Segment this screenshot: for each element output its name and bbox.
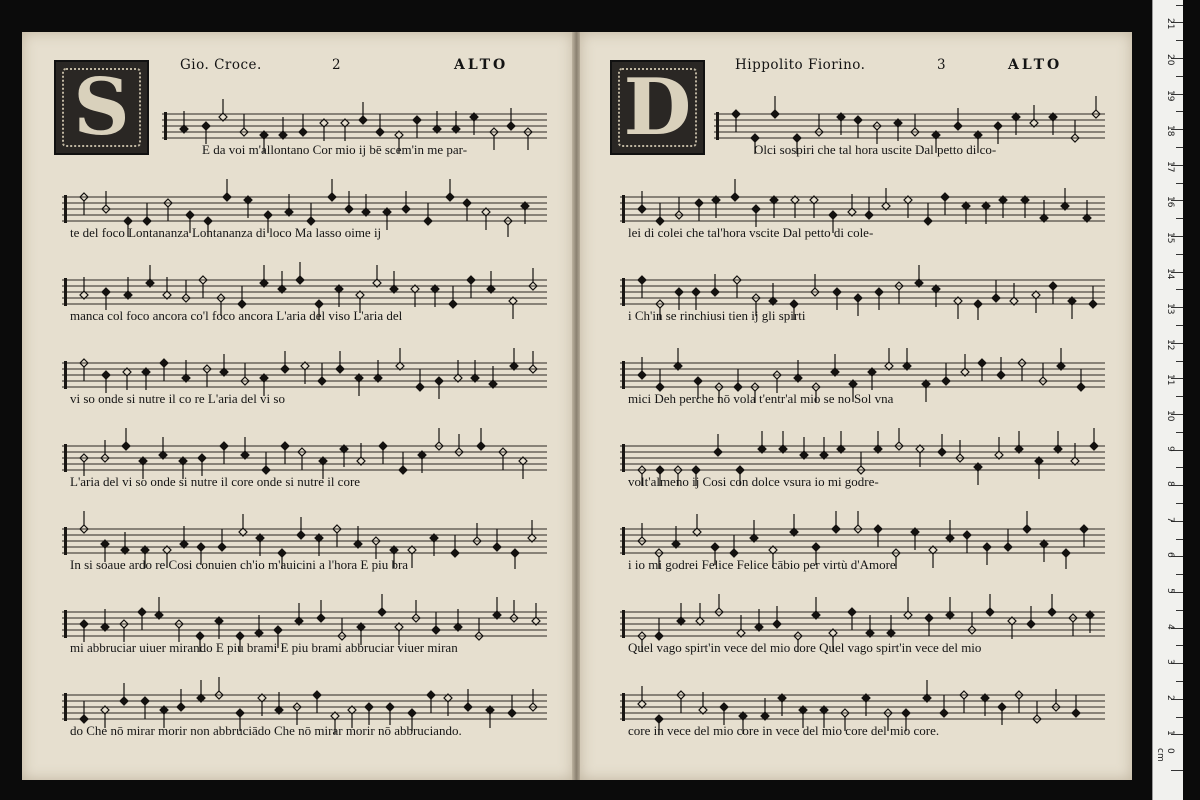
ruler-number: 14 — [1165, 267, 1175, 280]
ruler-half-tick — [1176, 5, 1183, 6]
lyric-line: i Ch'in se rinchiusi tien ij gli spirti — [628, 308, 806, 323]
lyric-line: Quel vago spirt'in vece del mio core Quel vago spirt'in vece del mio — [628, 640, 982, 655]
ruler-half-tick — [1176, 645, 1183, 646]
ruler-half-tick — [1176, 396, 1183, 397]
ruler-number: 9 — [1165, 445, 1175, 452]
ruler-number: 11 — [1165, 374, 1175, 386]
right-author: Hippolito Fiorino. — [735, 57, 866, 73]
ruler-half-tick — [1176, 183, 1183, 184]
ruler-half-tick — [1176, 610, 1183, 611]
ruler-half-tick — [1176, 218, 1183, 219]
lyric-line: In si soaue ardo re Cosi conuien ch'io m'auicini a l'hora E piu bra — [70, 557, 409, 572]
ruler-number: 6 — [1165, 552, 1175, 559]
ruler-half-tick — [1176, 76, 1183, 77]
right-page-number: 3 — [937, 57, 947, 73]
ruler-half-tick — [1176, 147, 1183, 148]
ruler-tick — [1171, 770, 1183, 771]
ruler-number: 20 — [1165, 54, 1175, 66]
lyric-line: vi so onde si nutre il co re L'aria del vi so — [70, 391, 285, 406]
ruler-half-tick — [1176, 111, 1183, 112]
ruler-half-tick — [1176, 503, 1183, 504]
left-voice-label: ALTO — [454, 57, 509, 73]
ruler-number: 3 — [1165, 659, 1175, 665]
measurement-ruler — [1152, 0, 1183, 800]
lyric-line: i io mi godrei Felice Felice cābio per virtù d'Amore — [628, 557, 896, 572]
right-initial-glyph: D — [623, 62, 692, 153]
lyric-line: te del foco Lontananza Lontananza di loco Ma lasso oime ij — [70, 225, 382, 240]
lyric-line: do Che nō mirar morir non abbruciādo Che nō mirar morir nō abbruciando. — [70, 723, 462, 738]
ruler-half-tick — [1176, 539, 1183, 540]
left-author: Gio. Croce. — [180, 57, 262, 73]
ruler-half-tick — [1176, 325, 1183, 326]
lyric-line: L'aria del vi so onde si nutre il core onde si nutre il core — [70, 474, 361, 489]
ruler-number: 21 — [1165, 18, 1175, 30]
ruler-unit-label: 0 cm — [1155, 748, 1175, 762]
lyric-line: Olci sospiri che tal hora uscite Dal petto di co- — [754, 142, 997, 157]
ruler-number: 18 — [1165, 125, 1175, 137]
ruler-number: 8 — [1165, 481, 1175, 487]
left-page-number: 2 — [332, 57, 342, 73]
ruler-number: 13 — [1165, 303, 1175, 315]
ruler-number: 16 — [1165, 196, 1175, 208]
ruler-number: 19 — [1165, 89, 1175, 102]
ruler-number: 7 — [1165, 516, 1175, 523]
lyric-line: mici Deh perche nō vola t'entr'al mio se no Sol vna — [628, 391, 894, 406]
ruler-number: 15 — [1165, 232, 1175, 244]
ruler-half-tick — [1176, 717, 1183, 718]
left-page — [22, 32, 573, 780]
ruler-half-tick — [1176, 289, 1183, 290]
ruler-half-tick — [1176, 40, 1183, 41]
ruler-number: 2 — [1165, 694, 1175, 701]
ruler-half-tick — [1176, 574, 1183, 575]
ruler-number: 4 — [1165, 623, 1175, 630]
right-voice-label: ALTO — [1008, 57, 1063, 73]
left-initial-glyph: S — [73, 62, 130, 153]
right-page — [580, 32, 1132, 780]
ruler-number: 17 — [1165, 160, 1175, 173]
lyric-line: E da voi m'allontano Cor mio ij bē scem'in me par- — [202, 142, 468, 157]
lyric-line: lei di colei che tal'hora vscite Dal petto di cole- — [628, 225, 874, 240]
ruler-half-tick — [1176, 361, 1183, 362]
lyric-line: core in vece del mio core in vece del mio core del mio core. — [628, 723, 940, 738]
ruler-number: 1 — [1165, 730, 1175, 737]
ruler-half-tick — [1176, 681, 1183, 682]
ruler-half-tick — [1176, 254, 1183, 255]
ruler-number: 10 — [1165, 410, 1175, 422]
ruler-half-tick — [1176, 467, 1183, 468]
lyric-line: manca col foco ancora co'l foco ancora L'aria del viso L'aria del — [70, 308, 403, 323]
lyric-line: mi abbruciar uiuer mirando E piu brami E piu brami abbruciar viuer miran — [70, 640, 458, 655]
lyric-line: volt'almeno ij Cosi con dolce vsura io mi godre- — [628, 474, 879, 489]
ruler-half-tick — [1176, 432, 1183, 433]
ruler-number: 5 — [1165, 588, 1175, 594]
ruler-number: 12 — [1165, 338, 1175, 351]
